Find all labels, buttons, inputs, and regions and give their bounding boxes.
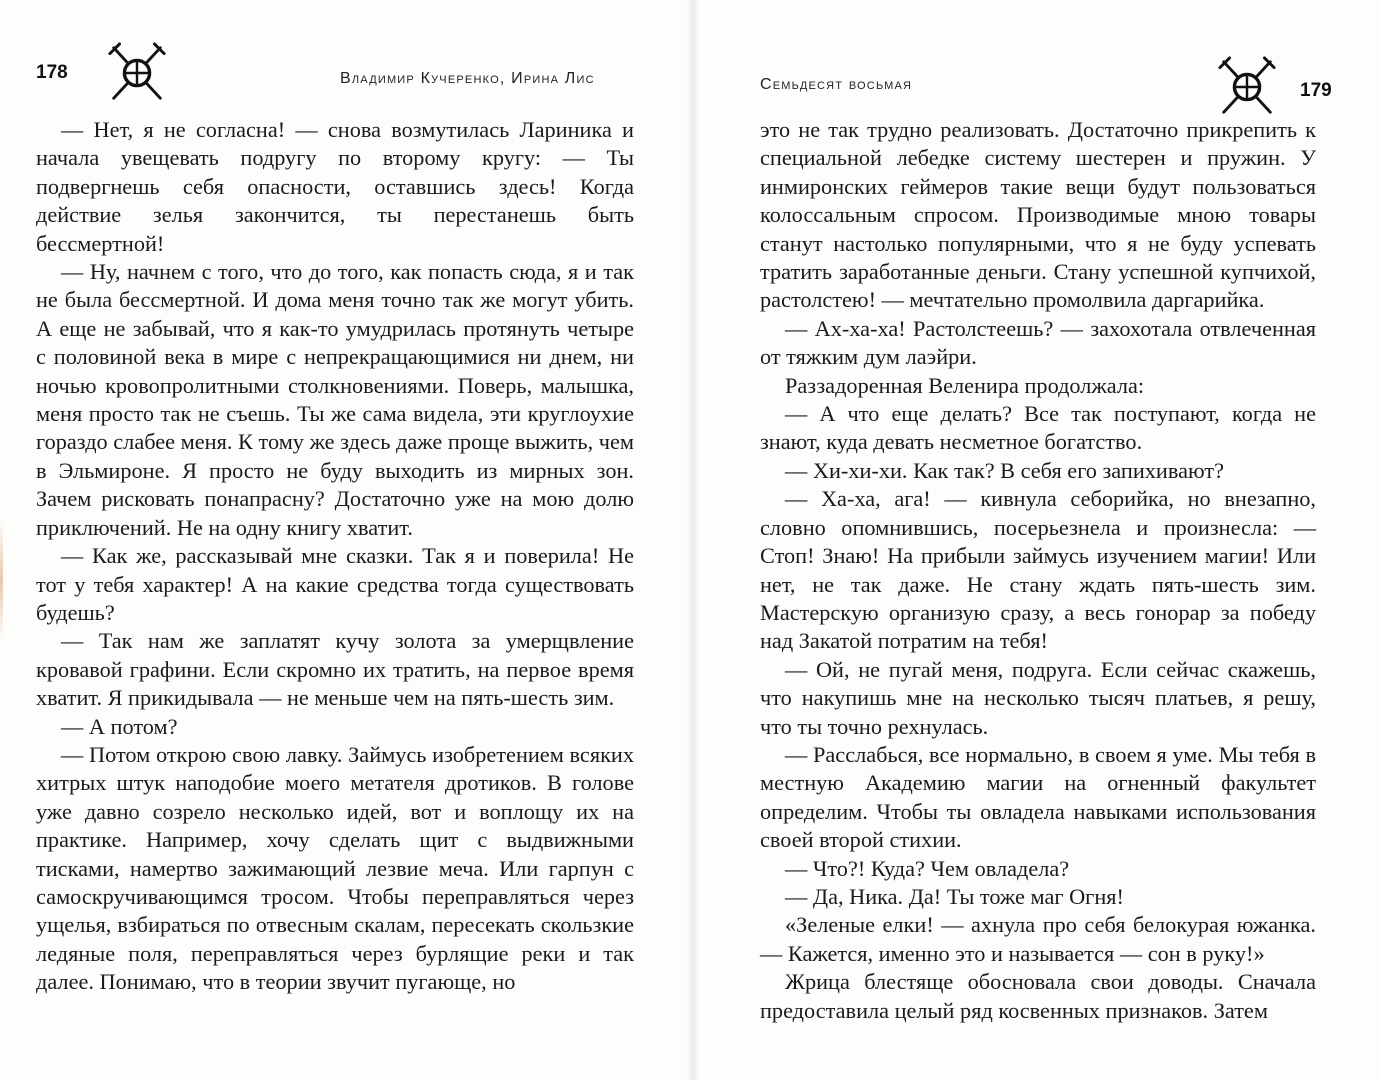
paragraph: — А что еще делать? Все так поступают, когда не знают, куда девать несметное богатство. xyxy=(760,401,1316,455)
page-number-right: 179 xyxy=(1300,80,1332,101)
paragraph: — А потом? xyxy=(61,713,178,739)
paragraph: — Нет, я не согласна! — снова возмутилась Лариника и начала увещевать подругу по второму кругу: — Ты подвергнешь себя опасности, оставшись здесь! Когда действие зелья закончится, ты перестанешь быть бессмертной! xyxy=(36,117,634,256)
crossed-swords-shield-icon xyxy=(1216,56,1278,118)
paragraph: Раззадоренная Веленира продолжала: xyxy=(785,372,1145,398)
paragraph: Жрица блестяще обосновала свои доводы. Сначала предоставила целый ряд косвенных признаков. Затем xyxy=(760,969,1316,1023)
paragraph: — Расслабься, все нормально, в своем я уме. Мы тебя в местную Академию магии на огненный факультет определим. Чтобы ты овладела навыками использования своей второй стихии. xyxy=(760,741,1316,853)
paragraph: «Зеленые елки! — ахнула про себя белокурая южанка. — Кажется, именно это и называется — сон в руку!» xyxy=(760,912,1316,966)
paragraph: — Ну, начнем с того, что до того, как попасть сюда, я и так не была бессмертной. И дома меня точно так же могут убить. А еще не забывай, что я как-то умудрилась протянуть четыре с половиной века в мире с непрекращающимися ни днем, ни ночью кровопролитными столкновениями. Поверь, малышка, меня просто так не съешь. Ты же сама видела, эти круглоухие гораздо слабее меня. К тому же здесь даже проще выжить, чем в Эльмироне. Я просто не буду выходить из мирных зон. Зачем рисковать понапрасну? Достаточно уже на мою долю приключений. Не на одну книгу хватит. xyxy=(36,259,634,540)
paragraph: — Ой, не пугай меня, подруга. Если сейчас скажешь, что накупишь мне на несколько тысяч платьев, я решу, что ты точно рехнулась. xyxy=(760,656,1316,739)
paragraph: — Да, Ника. Да! Ты тоже маг Огня! xyxy=(785,883,1124,909)
paragraph: — Что?! Куда? Чем овладела? xyxy=(785,855,1070,881)
running-head-right: Семьдесят восьмая xyxy=(760,76,913,93)
paragraph: — Хи-хи-хи. Как так? В себя его запихивают? xyxy=(785,457,1224,483)
paragraph: — Так нам же заплатят кучу золота за умерщвление кровавой графини. Если скромно их тратить, на первое время хватит. Я прикидывала — не меньше чем на пять-шесть зим. xyxy=(36,628,634,711)
book-gutter xyxy=(686,0,700,1080)
paragraph: это не так трудно реализовать. Достаточно прикрепить к специальной лебедке систему шестерен и пружин. У инмиронских геймеров такие вещи будут пользоваться колоссальным спросом. Производимые мною товары станут настолько популярными, что я не буду успевать тратить заработанные деньги. Стану успешной купчихой, растолстею! — мечтательно промолвила даргарийка. xyxy=(760,117,1316,313)
running-head-left: Владимир Кучеренко, Ирина Лис xyxy=(340,70,595,87)
right-page xyxy=(700,0,1380,1080)
paragraph: — Потом открою свою лавку. Займусь изобретением всяких хитрых штук наподобие моего метателя дротиков. В голове уже давно созрело несколько идей, вот и воплощу их на практике. Например, хочу сделать щит с выдвижными тисками, намертво зажимающий лезвие меча. Или гарпун с самоскручивающимся тросом. Чтобы переправляться через ущелья, взбираться по отвесным скалам, пересекать скользкие ледяные поля, переправляться через бурлящие реки и так далее. Понимаю, что в теории звучит пугающе, но xyxy=(36,741,634,995)
paragraph: — Ах-ха-ха! Растолстеешь? — захохотала отвлеченная от тяжким дум лаэйри. xyxy=(760,315,1316,370)
paragraph: — Ха-ха, ага! — кивнула себорийка, но внезапно, словно опомнившись, посерьезнела и произнесла: — Стоп! Знаю! На прибыли займусь изучением магии! Или нет, не так даже. Не стану ждать пять-шесть зим. Мастерскую организую сразу, а весь гонорар за победу над Закатой потратим на тебя! xyxy=(760,486,1316,654)
left-page xyxy=(0,0,686,1080)
paragraph: — Как же, рассказывай мне сказки. Так я и поверила! Не тот у тебя характер! А на какие средства тогда существовать будешь? xyxy=(36,543,634,625)
left-page-text xyxy=(36,116,634,997)
right-page-text xyxy=(760,116,1316,1025)
crossed-swords-shield-icon xyxy=(106,42,168,104)
page-number-left: 178 xyxy=(36,62,68,83)
